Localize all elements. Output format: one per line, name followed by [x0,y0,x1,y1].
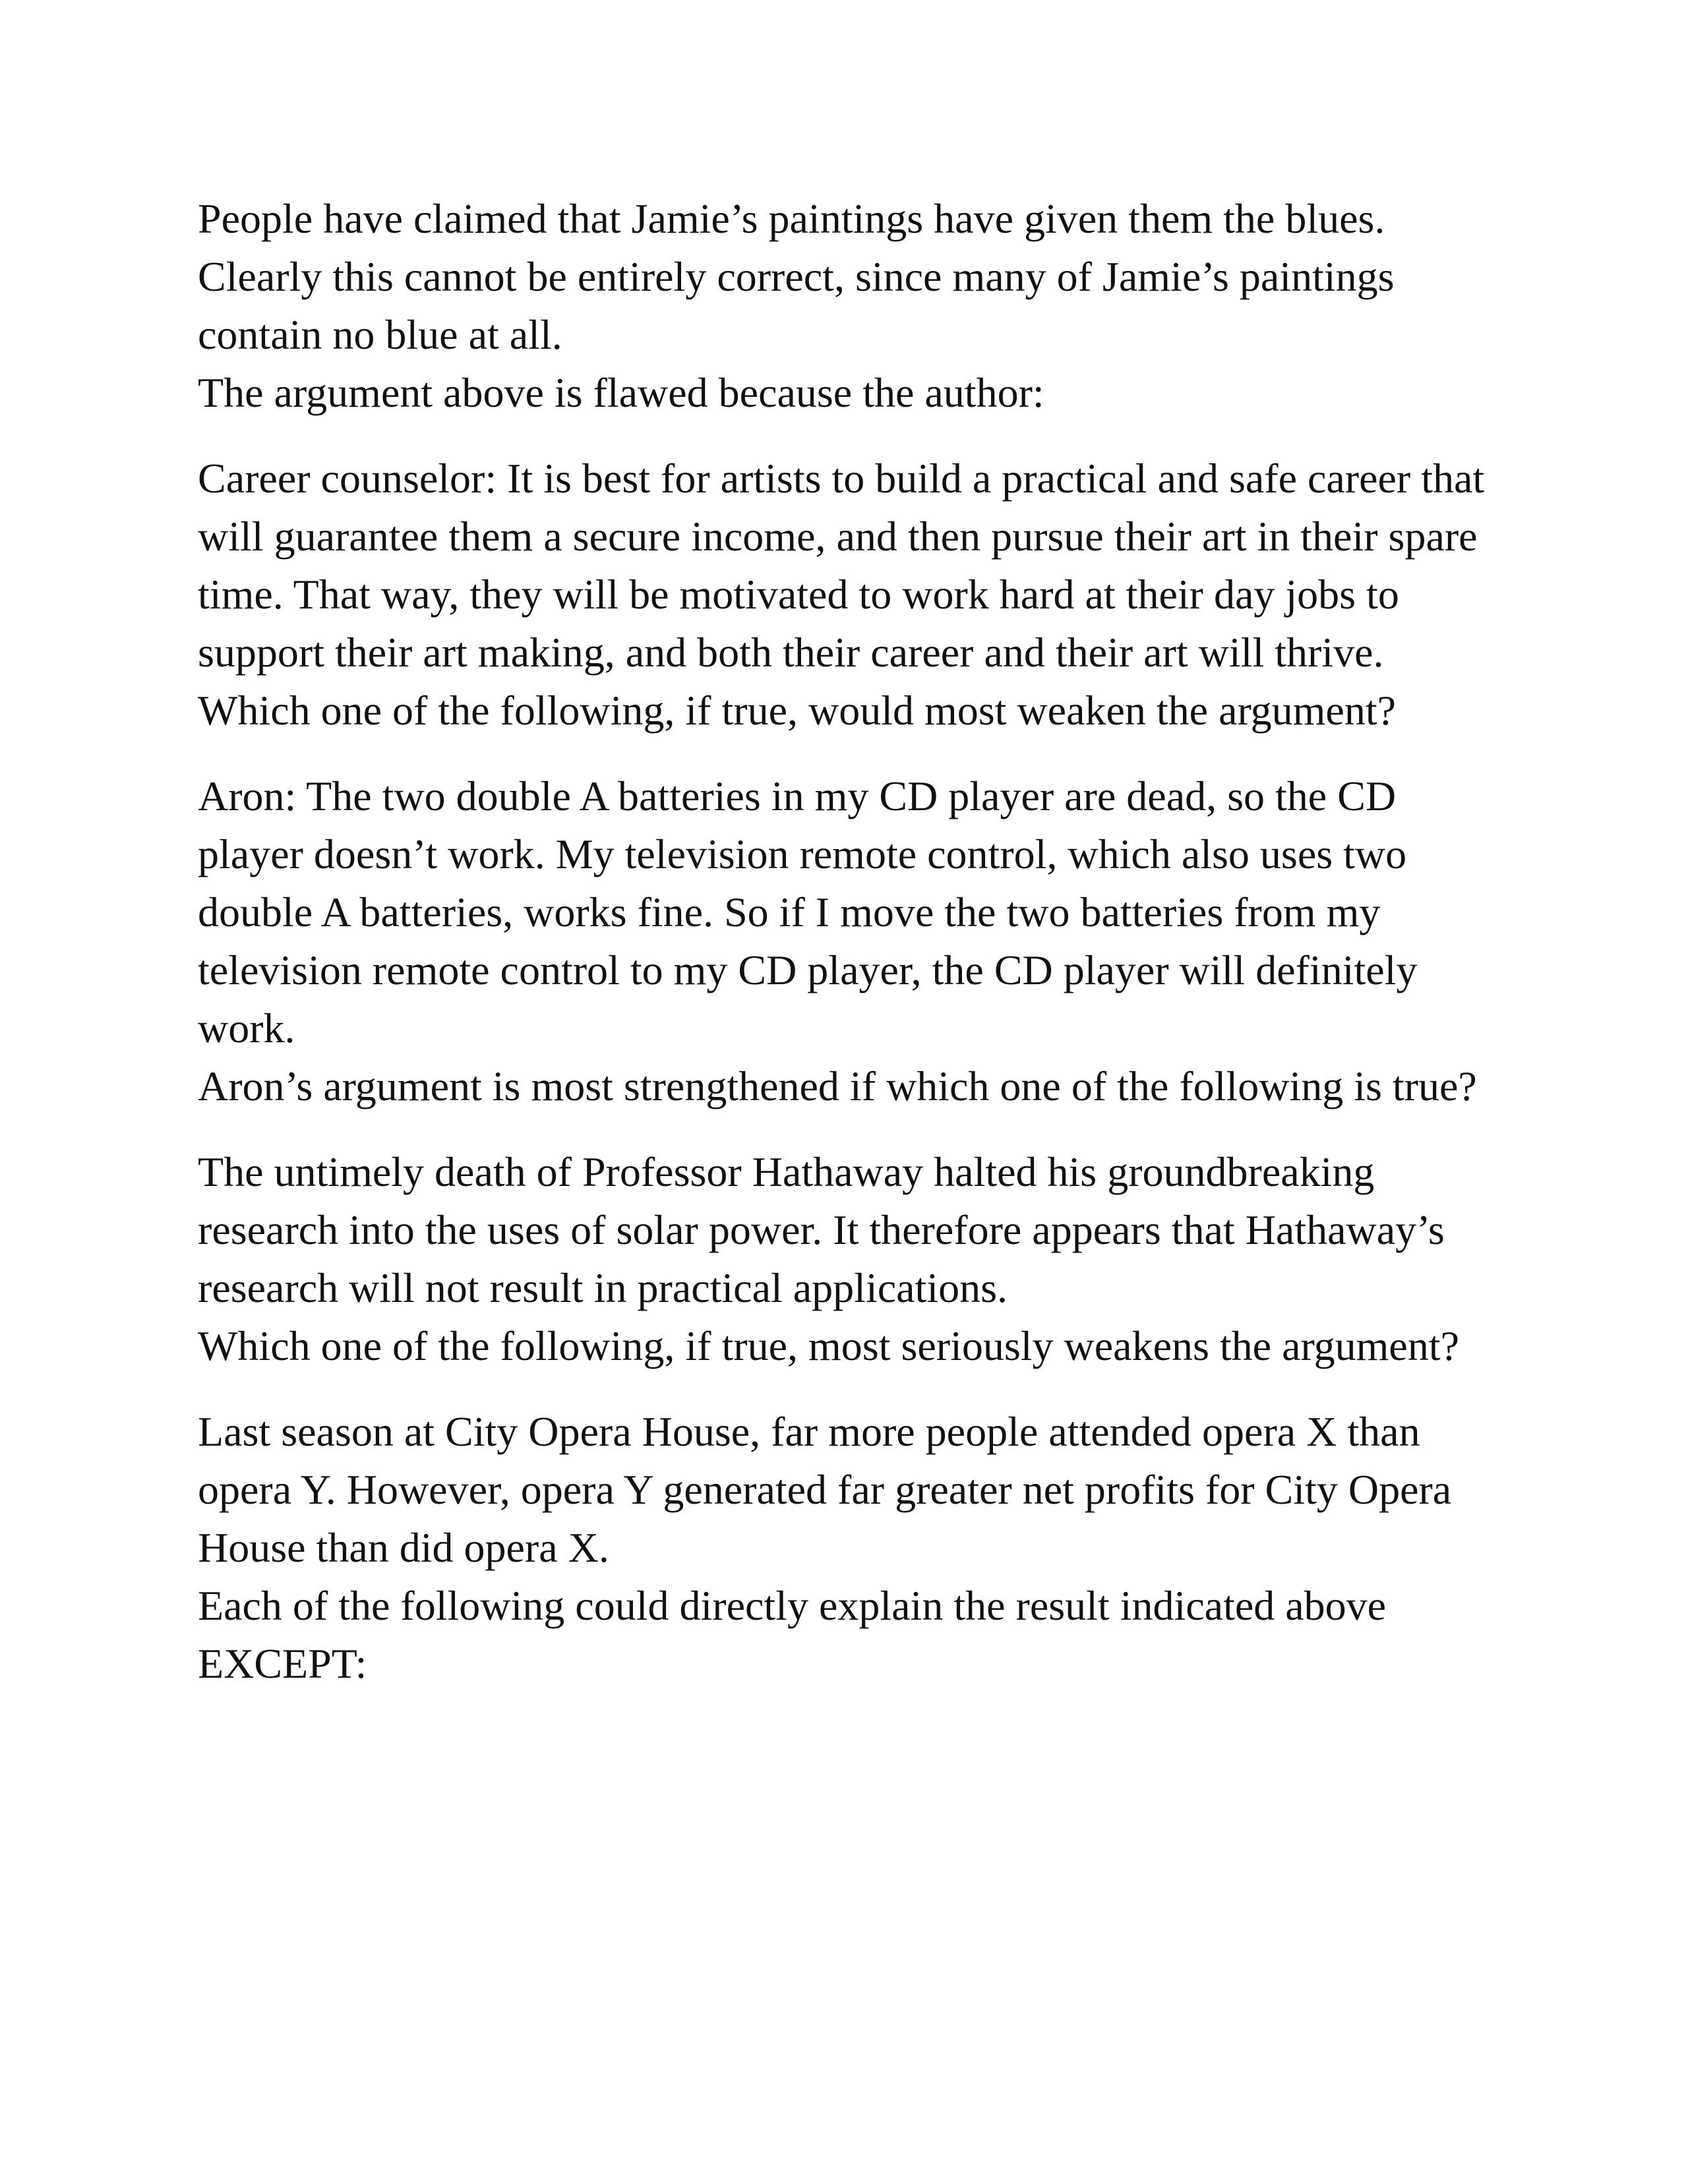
question-stimulus: The untimely death of Professor Hathaway halted his groundbreaking research into the uses of solar power. It therefore appears that Hathaway’s research will not result in practical applications. [198,1148,1445,1311]
question-stimulus: Aron: The two double A batteries in my CD player are dead, so the CD player doesn’t work. My television remote control, which also uses two double A batteries, works fine. So if I move the two batteries from my television remote control to my CD player, the CD player will definitely work. [198,773,1418,1051]
question-block [198,1403,1490,1693]
question-stimulus: Career counselor: It is best for artists to build a practical and safe career that will guarantee them a secure income, and then pursue their art in their spare time. That way, they will be motivated to work hard at their day jobs to support their art making, and both their career and their art will thrive. [198,455,1485,676]
question-block [198,1143,1490,1375]
document-body [198,190,1490,1721]
question-stimulus: People have claimed that Jamie’s paintings have given them the blues. Clearly this cannot be entirely correct, since many of Jamie’s paintings contain no blue at all. [198,195,1395,358]
question-prompt: Which one of the following, if true, most seriously weakens the argument? [198,1322,1459,1369]
question-prompt: Aron’s argument is most strengthened if which one of the following is true? [198,1063,1477,1109]
question-block [198,767,1490,1115]
question-block [198,190,1490,422]
question-prompt: Each of the following could directly explain the result indicated above EXCEPT: [198,1582,1387,1687]
question-prompt: Which one of the following, if true, would most weaken the argument? [198,687,1396,734]
question-stimulus: Last season at City Opera House, far more people attended opera X than opera Y. However, opera Y generated far greater net profits for City Opera House than did opera X. [198,1408,1452,1571]
question-prompt: The argument above is flawed because the author: [198,369,1044,416]
question-block [198,450,1490,740]
